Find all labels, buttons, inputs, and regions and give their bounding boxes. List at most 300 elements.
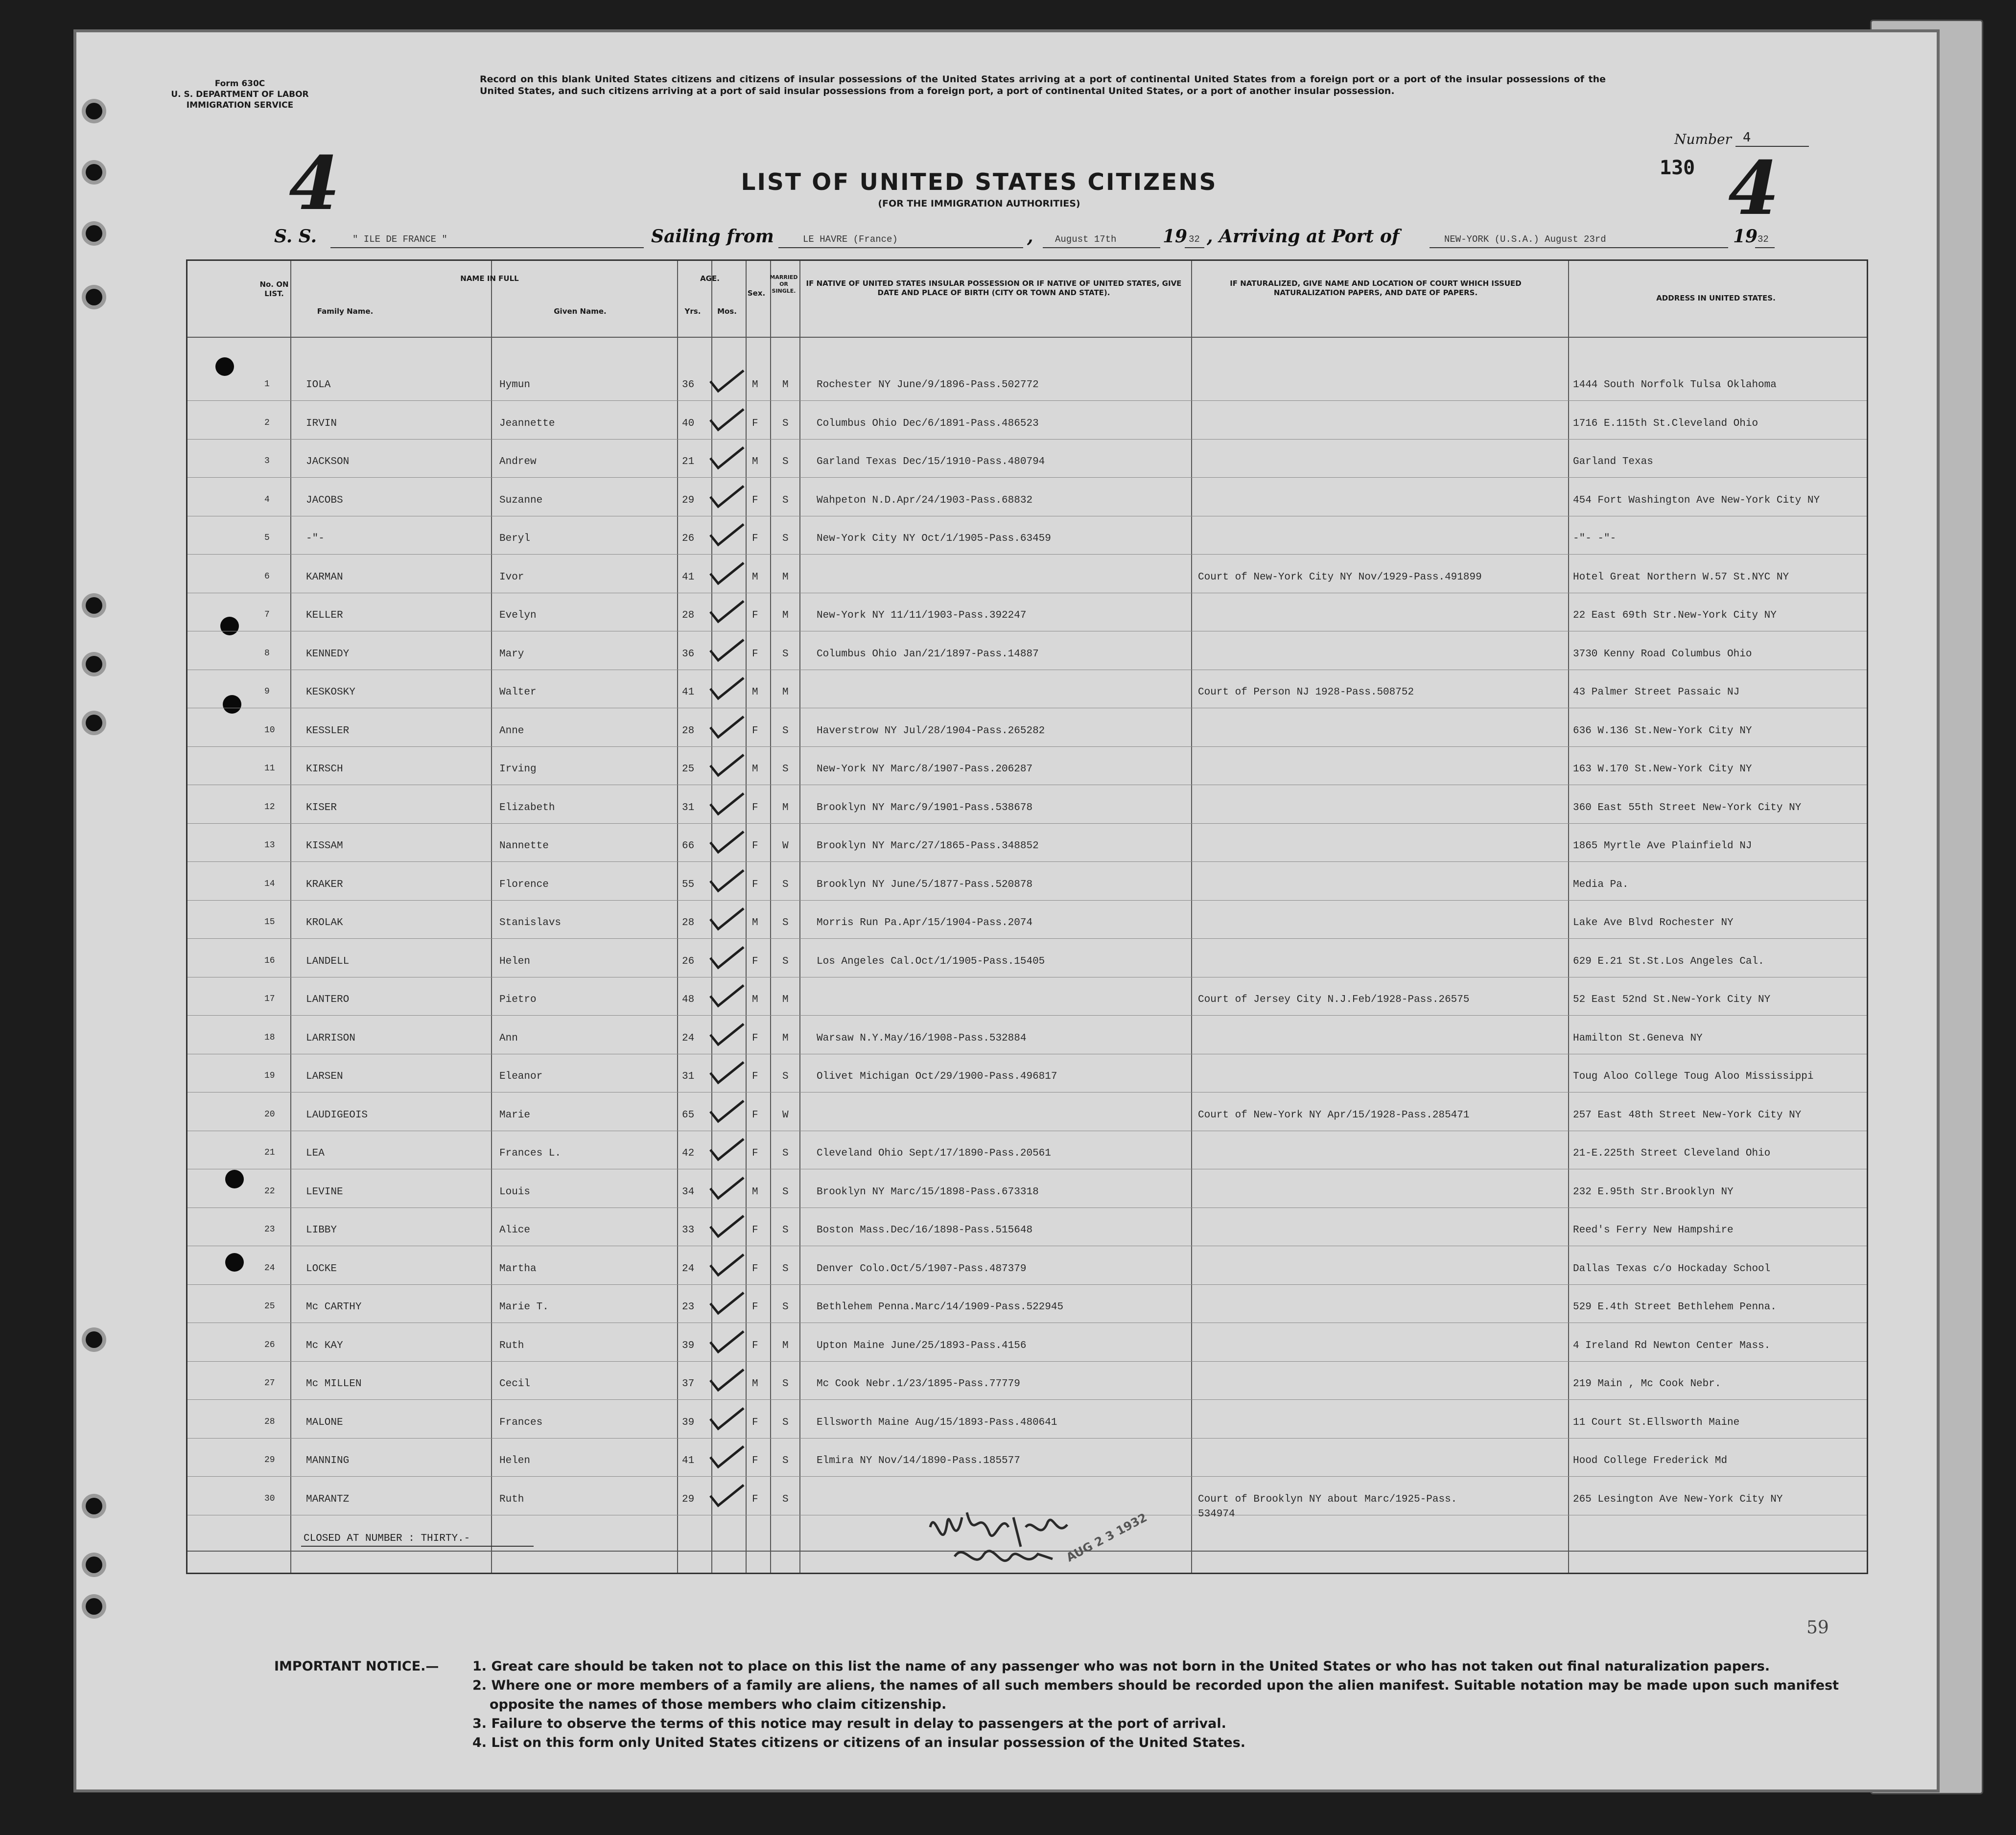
birth-place-date: Elmira NY Nov/14/1890-Pass.185577 [817, 1455, 1020, 1466]
passenger-number: 4 [264, 494, 270, 505]
binder-hole [86, 1556, 102, 1573]
birth-place-date: New-York NY 11/11/1903-Pass.392247 [817, 610, 1027, 621]
sex: F [752, 879, 758, 890]
row-rule [188, 900, 1867, 901]
marital-status: S [782, 648, 789, 660]
naturalization-court-cont: 534974 [1198, 1508, 1235, 1520]
age-years: 39 [682, 1340, 695, 1351]
passenger-number: 28 [264, 1417, 275, 1427]
age-years: 23 [682, 1301, 695, 1313]
age-years: 37 [682, 1378, 695, 1390]
ship-underline [330, 247, 644, 248]
given-name: Andrew [499, 456, 537, 467]
age-years: 48 [682, 994, 695, 1005]
given-name: Anne [499, 725, 524, 737]
birth-place-date: Warsaw N.Y.May/16/1908-Pass.532884 [817, 1032, 1027, 1044]
notice-item: 4. List on this form only United States citizens or citizens of an insular possession of the United States. [472, 1735, 1246, 1750]
birth-place-date: Morris Run Pa.Apr/15/1904-Pass.2074 [817, 917, 1033, 929]
binder-hole [86, 1498, 102, 1514]
arrival-port: NEW-YORK (U.S.A.) August 23rd [1444, 234, 1606, 245]
row-rule [188, 861, 1867, 862]
given-name: Cecil [499, 1378, 531, 1390]
sex: F [752, 1071, 758, 1082]
birth-place-date: New-York NY Marc/8/1907-Pass.206287 [817, 764, 1033, 775]
us-address: Hamilton St.Geneva NY [1573, 1032, 1703, 1044]
passenger-number: 29 [264, 1455, 275, 1465]
given-name: Stanislavs [499, 917, 562, 929]
passenger-number: 12 [264, 802, 275, 812]
us-address: Garland Texas [1573, 456, 1653, 467]
passenger-number: 23 [264, 1225, 275, 1234]
family-name: Mc KAY [306, 1340, 343, 1351]
col-header-family: Family Name. [317, 307, 374, 316]
birth-place-date: New-York City NY Oct/1/1905-Pass.63459 [817, 533, 1051, 544]
passenger-number: 2 [264, 418, 270, 428]
us-address: 3730 Kenny Road Columbus Ohio [1573, 648, 1752, 660]
year-underline [1185, 247, 1204, 248]
family-name: LOCKE [306, 1263, 337, 1275]
us-address: Hotel Great Northern W.57 St.NYC NY [1573, 571, 1789, 583]
col-header-months: Mos. [717, 307, 737, 316]
marital-status: S [782, 879, 789, 890]
passenger-number: 17 [264, 994, 275, 1004]
ss-label: S. S. [274, 226, 317, 247]
ship-name: " ILE DE FRANCE " [352, 234, 447, 245]
col-header-naturalized: IF NATURALIZED, GIVE NAME AND LOCATION OF COURT WHICH ISSUED NATURALIZATION PAPERS, AND DATE OF PAPERS. [1230, 279, 1522, 297]
family-name: KRAKER [306, 879, 343, 890]
us-address: 636 W.136 St.New-York City NY [1573, 725, 1752, 737]
given-name: Walter [499, 687, 537, 698]
sex: F [752, 1455, 758, 1466]
passenger-number: 20 [264, 1109, 275, 1119]
family-name: JACOBS [306, 494, 343, 506]
us-address: 219 Main , Mc Cook Nebr. [1573, 1378, 1721, 1390]
sex: M [752, 379, 758, 391]
service-name: IMMIGRATION SERVICE [186, 100, 294, 110]
age-years: 31 [682, 802, 695, 813]
given-name: Nannette [499, 840, 549, 852]
age-years: 55 [682, 879, 695, 890]
family-name: Mc MILLEN [306, 1378, 362, 1390]
given-name: Hymun [499, 379, 531, 391]
birth-place-date: Brooklyn NY Marc/15/1898-Pass.673318 [817, 1186, 1039, 1198]
family-name: -"- [306, 533, 325, 544]
closed-at-number: CLOSED AT NUMBER : THIRTY.- [304, 1533, 470, 1544]
us-address: 21-E.225th Street Cleveland Ohio [1573, 1148, 1771, 1159]
family-name: KENNEDY [306, 648, 350, 660]
inspection-check-mark [707, 407, 746, 433]
given-name: Marie [499, 1109, 531, 1121]
passenger-number: 7 [264, 610, 270, 620]
us-address: 4 Ireland Rd Newton Center Mass. [1573, 1340, 1771, 1351]
age-years: 41 [682, 571, 695, 583]
inspection-check-mark [707, 561, 746, 586]
age-years: 24 [682, 1263, 695, 1275]
age-years: 41 [682, 687, 695, 698]
row-rule [188, 1015, 1867, 1016]
passenger-number: 10 [264, 725, 275, 735]
family-name: KELLER [306, 610, 343, 621]
given-name: Jeannette [499, 418, 555, 429]
marital-status: M [782, 610, 789, 621]
given-name: Florence [499, 879, 549, 890]
sex: F [752, 725, 758, 737]
row-rule [188, 1284, 1867, 1285]
given-name: Ruth [499, 1493, 524, 1505]
document-title: LIST OF UNITED STATES CITIZENS [741, 169, 1218, 196]
passenger-number: 27 [264, 1378, 275, 1388]
birth-place-date: Columbus Ohio Jan/21/1897-Pass.14887 [817, 648, 1039, 660]
binder-hole [86, 103, 102, 119]
passenger-number: 22 [264, 1186, 275, 1196]
birth-place-date: Ellsworth Maine Aug/15/1893-Pass.480641 [817, 1417, 1057, 1428]
given-name: Irving [499, 764, 537, 775]
marital-status: S [782, 1455, 789, 1466]
marital-status: M [782, 802, 789, 813]
given-name: Elizabeth [499, 802, 555, 813]
passenger-number: 14 [264, 879, 275, 889]
notice-item: 2. Where one or more members of a family are aliens, the names of all such members should be recorded upon the alien manifest. Suitable notation may be made upon such manifest opposite the names of those members who claim citizenship. [472, 1678, 1839, 1712]
row-rule [188, 1361, 1867, 1362]
closed-underline [301, 1546, 534, 1547]
passenger-number: 6 [264, 571, 270, 581]
sex: F [752, 1417, 758, 1428]
sex: F [752, 533, 758, 544]
sex: F [752, 802, 758, 813]
family-name: LEA [306, 1148, 325, 1159]
naturalization-court: Court of Jersey City N.J.Feb/1928-Pass.26575 [1198, 994, 1470, 1005]
marital-status: M [782, 687, 789, 698]
row-rule [188, 746, 1867, 747]
birth-place-date: Haverstrow NY Jul/28/1904-Pass.265282 [817, 725, 1045, 737]
col-header-given: Given Name. [554, 307, 607, 316]
family-name: MARANTZ [306, 1493, 350, 1505]
marital-status: S [782, 1148, 789, 1159]
inspector-signature [920, 1498, 1092, 1586]
us-address: 454 Fort Washington Ave New-York City NY [1573, 494, 1820, 506]
arrival-underline [1430, 247, 1728, 248]
given-name: Suzanne [499, 494, 543, 506]
marital-status: S [782, 955, 789, 967]
passenger-number: 25 [264, 1301, 275, 1311]
binder-hole [86, 656, 102, 673]
given-name: Martha [499, 1263, 537, 1275]
department-name: U. S. DEPARTMENT OF LABOR [171, 90, 309, 99]
inspection-check-mark [707, 791, 746, 817]
passenger-number: 19 [264, 1071, 275, 1081]
given-name: Ruth [499, 1340, 524, 1351]
passenger-number: 5 [264, 533, 270, 543]
inspection-check-mark [707, 445, 746, 471]
date-underline [1043, 247, 1160, 248]
given-name: Marie T. [499, 1301, 549, 1313]
passenger-number: 1 [264, 379, 270, 389]
binder-hole [86, 715, 102, 731]
passenger-number: 9 [264, 687, 270, 697]
given-name: Beryl [499, 533, 531, 544]
sex: M [752, 917, 758, 929]
us-address: Reed's Ferry New Hampshire [1573, 1225, 1734, 1236]
col-header-address: ADDRESS IN UNITED STATES. [1656, 294, 1776, 302]
passenger-number: 11 [264, 764, 275, 773]
col-header-married: MARRIED OR SINGLE. [770, 274, 798, 294]
given-name: Mary [499, 648, 524, 660]
row-rule [188, 938, 1867, 939]
row-rule [188, 1399, 1867, 1400]
inspection-check-mark [707, 945, 746, 971]
sex: F [752, 840, 758, 852]
col-header-number: No. ON LIST. [259, 280, 289, 298]
age-years: 41 [682, 1455, 695, 1466]
age-years: 36 [682, 379, 695, 391]
sex: F [752, 1263, 758, 1275]
marital-status: S [782, 1225, 789, 1236]
sex: F [752, 1225, 758, 1236]
naturalization-court: Court of Brooklyn NY about Marc/1925-Pass. [1198, 1493, 1457, 1505]
family-name: LIBBY [306, 1225, 337, 1236]
inspection-check-mark [707, 1329, 746, 1355]
birth-place-date: Olivet Michigan Oct/29/1900-Pass.496817 [817, 1071, 1057, 1082]
col-header-years: Yrs. [684, 307, 701, 316]
inspection-check-mark [707, 1368, 746, 1393]
given-name: Frances L. [499, 1148, 562, 1159]
inspection-check-mark [707, 599, 746, 625]
us-address: 43 Palmer Street Passaic NJ [1573, 687, 1740, 698]
given-name: Ann [499, 1032, 518, 1044]
sex: F [752, 1301, 758, 1313]
birth-place-date: Los Angeles Cal.Oct/1/1905-Pass.15405 [817, 955, 1045, 967]
row-rule [188, 477, 1867, 478]
family-name: KARMAN [306, 571, 343, 583]
family-name: KISSAM [306, 840, 343, 852]
age-years: 28 [682, 610, 695, 621]
marital-status: M [782, 994, 789, 1005]
marital-status: S [782, 1301, 789, 1313]
passenger-number: 24 [264, 1263, 275, 1273]
marital-status: W [782, 840, 789, 852]
inspection-check-mark [707, 1291, 746, 1316]
naturalization-court: Court of New-York City NY Nov/1929-Pass.491899 [1198, 571, 1482, 583]
marital-status: S [782, 418, 789, 429]
sex: M [752, 456, 758, 467]
marital-status: S [782, 533, 789, 544]
given-name: Helen [499, 1455, 531, 1466]
passenger-number: 13 [264, 840, 275, 850]
age-years: 25 [682, 764, 695, 775]
birth-place-date: Wahpeton N.D.Apr/24/1903-Pass.68832 [817, 494, 1033, 506]
marital-status: S [782, 494, 789, 506]
age-years: 29 [682, 1493, 695, 1505]
family-name: Mc CARTHY [306, 1301, 362, 1313]
us-address: Lake Ave Blvd Rochester NY [1573, 917, 1734, 929]
large-number-right: 4 [1728, 145, 1780, 232]
arrival-year-underline [1755, 247, 1775, 248]
row-rule [188, 1476, 1867, 1477]
family-name: MANNING [306, 1455, 350, 1466]
family-name: KESSLER [306, 725, 350, 737]
age-years: 26 [682, 955, 695, 967]
inspection-check-mark [707, 1060, 746, 1086]
sex: M [752, 1186, 758, 1198]
us-address: 257 East 48th Street New-York City NY [1573, 1109, 1802, 1121]
family-name: LANDELL [306, 955, 350, 967]
family-name: MALONE [306, 1417, 343, 1428]
inspection-check-mark [707, 715, 746, 740]
birth-place-date: Brooklyn NY Marc/27/1865-Pass.348852 [817, 840, 1039, 852]
us-address: -"- -"- [1573, 533, 1617, 544]
family-name: LEVINE [306, 1186, 343, 1198]
birth-place-date: Upton Maine June/25/1893-Pass.4156 [817, 1340, 1027, 1351]
birth-place-date: Rochester NY June/9/1896-Pass.502772 [817, 379, 1039, 391]
birth-place-date: Denver Colo.Oct/5/1907-Pass.487379 [817, 1263, 1027, 1275]
marital-status: M [782, 1032, 789, 1044]
inspection-check-mark [707, 1214, 746, 1239]
arrival-year: 32 [1758, 234, 1769, 245]
passenger-number: 18 [264, 1032, 275, 1043]
us-address: 1716 E.115th St.Cleveland Ohio [1573, 418, 1758, 429]
col-header-age: AGE. [700, 274, 720, 283]
marital-status: M [782, 1340, 789, 1351]
inspection-check-mark [707, 1137, 746, 1162]
age-years: 66 [682, 840, 695, 852]
notice-item: 1. Great care should be taken not to place on this list the name of any passenger who was not born in the United States or who has not taken out final naturalization papers. [472, 1659, 1770, 1674]
birth-place-date: Brooklyn NY Marc/9/1901-Pass.538678 [817, 802, 1033, 813]
form-identifier [157, 78, 323, 111]
inspection-check-mark [707, 906, 746, 932]
marital-status: S [782, 917, 789, 929]
us-address: 529 E.4th Street Bethlehem Penna. [1573, 1301, 1777, 1313]
given-name: Frances [499, 1417, 543, 1428]
sex: F [752, 1148, 758, 1159]
birth-place-date: Boston Mass.Dec/16/1898-Pass.515648 [817, 1225, 1033, 1236]
marital-status: M [782, 379, 789, 391]
inspection-check-mark [707, 676, 746, 701]
given-name: Evelyn [499, 610, 537, 621]
us-address: Hood College Frederick Md [1573, 1455, 1728, 1466]
birth-place-date: Columbus Ohio Dec/6/1891-Pass.486523 [817, 418, 1039, 429]
sailing-from-label: Sailing from [651, 226, 774, 247]
sex: F [752, 1032, 758, 1044]
given-name: Eleanor [499, 1071, 543, 1082]
sex: M [752, 1378, 758, 1390]
sex: F [752, 1109, 758, 1121]
sex: M [752, 571, 758, 583]
large-number-left: 4 [289, 140, 340, 227]
birth-place-date: Cleveland Ohio Sept/17/1890-Pass.20561 [817, 1148, 1051, 1159]
family-name: LARSEN [306, 1071, 343, 1082]
row-rule [188, 554, 1867, 555]
us-address: Toug Aloo College Toug Aloo Mississippi [1573, 1071, 1814, 1082]
sex: F [752, 1340, 758, 1351]
arriving-label: , Arriving at Port of [1207, 226, 1400, 247]
number-label: Number [1674, 131, 1732, 147]
col-header-sex: Sex. [747, 289, 766, 298]
family-name: IRVIN [306, 418, 337, 429]
binder-hole [86, 1598, 102, 1615]
us-address: 52 East 52nd St.New-York City NY [1573, 994, 1771, 1005]
us-address: 629 E.21 St.St.Los Angeles Cal. [1573, 955, 1764, 967]
us-address: 11 Court St.Ellsworth Maine [1573, 1417, 1740, 1428]
sex: F [752, 610, 758, 621]
us-address: 232 E.95th Str.Brooklyn NY [1573, 1186, 1734, 1198]
passenger-number: 21 [264, 1148, 275, 1158]
family-name: LARRISON [306, 1032, 355, 1044]
family-name: KISER [306, 802, 337, 813]
family-name: KESKOSKY [306, 687, 355, 698]
binder-hole [86, 289, 102, 305]
family-name: LANTERO [306, 994, 350, 1005]
age-years: 28 [682, 917, 695, 929]
notice-item: 3. Failure to observe the terms of this notice may result in delay to passengers at the port of arrival. [472, 1716, 1226, 1731]
passenger-number: 15 [264, 917, 275, 927]
us-address: 163 W.170 St.New-York City NY [1573, 764, 1752, 775]
inspection-check-mark [707, 983, 746, 1009]
inspection-check-mark [707, 1253, 746, 1278]
sex: F [752, 418, 758, 429]
departure-port: LE HAVRE (France) [803, 234, 898, 245]
inspection-check-mark [707, 638, 746, 663]
age-years: 26 [682, 533, 695, 544]
inspection-check-mark [707, 753, 746, 778]
marital-status: M [782, 571, 789, 583]
birth-place-date: Mc Cook Nebr.1/23/1895-Pass.77779 [817, 1378, 1020, 1390]
row-rule [188, 439, 1867, 440]
us-address: 22 East 69th Str.New-York City NY [1573, 610, 1777, 621]
passenger-number: 8 [264, 648, 270, 658]
age-years: 39 [682, 1417, 695, 1428]
us-address: 265 Lesington Ave New-York City NY [1573, 1493, 1783, 1505]
sex: F [752, 955, 758, 967]
inspection-check-mark [707, 830, 746, 855]
given-name: Ivor [499, 571, 524, 583]
age-years: 65 [682, 1109, 695, 1121]
inspection-check-mark [707, 1022, 746, 1047]
us-address: 360 East 55th Street New-York City NY [1573, 802, 1802, 813]
marital-status: W [782, 1109, 789, 1121]
naturalization-court: Court of New-York NY Apr/15/1928-Pass.285471 [1198, 1109, 1470, 1121]
arrival-year-prefix: 19 [1733, 226, 1758, 247]
given-name: Pietro [499, 994, 537, 1005]
given-name: Alice [499, 1225, 531, 1236]
notice-label: IMPORTANT NOTICE.— [274, 1659, 439, 1674]
age-years: 34 [682, 1186, 695, 1198]
age-years: 33 [682, 1225, 695, 1236]
page-number: 59 [1806, 1618, 1829, 1638]
family-name: JACKSON [306, 456, 350, 467]
us-address: Dallas Texas c/o Hockaday School [1573, 1263, 1771, 1275]
sex: F [752, 648, 758, 660]
age-years: 24 [682, 1032, 695, 1044]
departure-year: 32 [1189, 234, 1200, 245]
age-years: 21 [682, 456, 695, 467]
passenger-number: 30 [264, 1493, 275, 1504]
passenger-number: 26 [264, 1340, 275, 1350]
binder-hole [86, 597, 102, 614]
col-header-birth: IF NATIVE OF UNITED STATES INSULAR POSSESSION OR IF NATIVE OF UNITED STATES, GIVE DATE AND PLACE OF BIRTH (CITY OR TOWN AND STATE). [806, 279, 1182, 297]
stamped-number: 130 [1660, 157, 1695, 179]
document-subtitle: (FOR THE IMMIGRATION AUTHORITIES) [878, 198, 1080, 209]
marital-status: S [782, 456, 789, 467]
age-years: 31 [682, 1071, 695, 1082]
given-name: Helen [499, 955, 531, 967]
date-separator: , [1027, 226, 1033, 247]
col-header-name: NAME IN FULL [460, 274, 519, 283]
inspection-check-mark [707, 1483, 746, 1509]
marital-status: S [782, 764, 789, 775]
family-name: KIRSCH [306, 764, 343, 775]
passenger-number: 16 [264, 955, 275, 966]
marital-status: S [782, 1071, 789, 1082]
